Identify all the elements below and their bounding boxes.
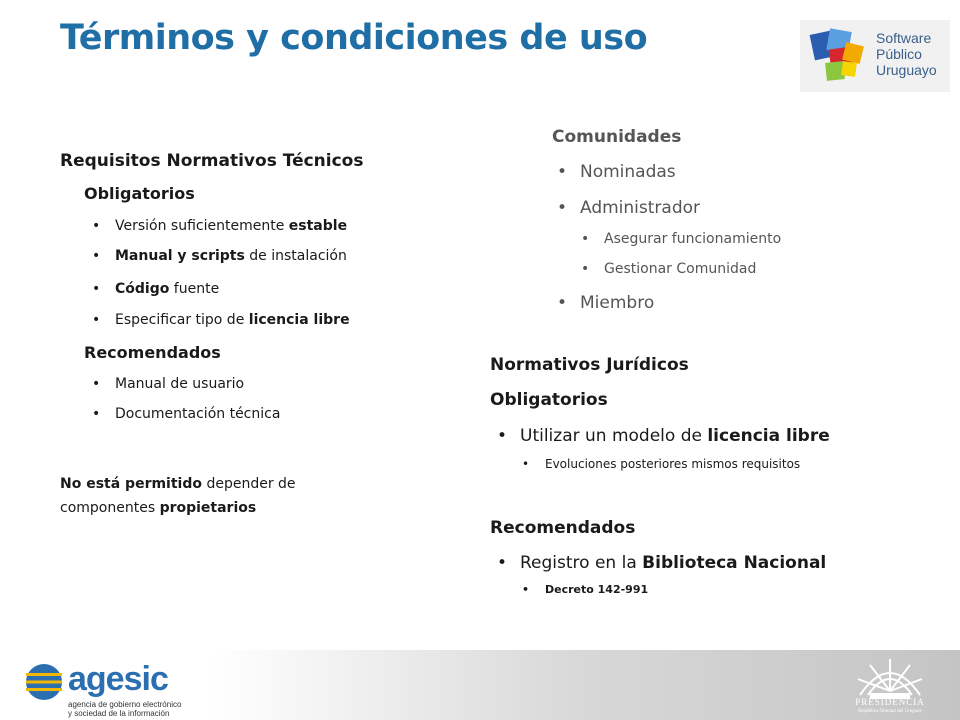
communities-heading: Comunidades: [552, 127, 682, 147]
left-mandatory-item: • Versión suficientemente estable: [115, 218, 347, 234]
presidencia-logo: [830, 655, 950, 717]
left-recommended-item: • Documentación técnica: [115, 406, 280, 422]
communities-item: • Administrador: [580, 198, 700, 218]
software-publico-uruguayo-logo: [800, 20, 950, 92]
spu-logo-line2: Público: [876, 46, 922, 62]
legal-recommended-item: • Registro en la Biblioteca Nacional: [520, 553, 826, 573]
sun-emblem-icon: [830, 655, 950, 699]
left-mandatory-item: • Manual y scripts de instalación: [115, 248, 347, 264]
left-recommended-item: • Manual de usuario: [115, 376, 244, 392]
spu-logo-icon: [806, 26, 872, 86]
presidencia-subtitle: República Oriental del Uruguay: [857, 709, 922, 714]
left-mandatory-item: • Código fuente: [115, 281, 219, 297]
legal-heading: Normativos Jurídicos: [490, 355, 689, 375]
agesic-wordmark: agesic: [68, 660, 168, 698]
agesic-globe-icon: [24, 662, 64, 702]
communities-item: • Nominadas: [580, 162, 676, 182]
legal-mandatory-item: • Utilizar un modelo de licencia libre: [520, 426, 830, 446]
spu-logo-line3: Uruguayo: [876, 62, 937, 78]
left-mandatory-label: Obligatorios: [84, 184, 195, 203]
presidencia-wordmark: PRESIDENCIA: [855, 697, 925, 707]
legal-recommended-sub-item: • Decreto 142-991: [545, 583, 648, 596]
agesic-tagline: agencia de gobierno electrónico y sociedad de la información: [68, 700, 182, 718]
left-mandatory-item: • Especificar tipo de licencia libre: [115, 312, 350, 328]
legal-recommended-label: Recomendados: [490, 518, 636, 538]
spu-logo-line1: Software: [876, 30, 932, 46]
left-recommended-label: Recomendados: [84, 343, 221, 362]
legal-mandatory-sub-item: • Evoluciones posteriores mismos requisitos: [545, 457, 800, 471]
page-title: Términos y condiciones de uso: [60, 18, 648, 58]
communities-sub-item: • Gestionar Comunidad: [604, 261, 756, 277]
left-heading: Requisitos Normativos Técnicos: [60, 151, 364, 171]
agesic-logo: [24, 660, 214, 720]
legal-mandatory-label: Obligatorios: [490, 390, 608, 410]
communities-sub-item: • Asegurar funcionamiento: [604, 231, 781, 247]
communities-item: • Miembro: [580, 293, 654, 313]
left-note: No está permitido depender de componentes propietarios: [60, 476, 296, 516]
